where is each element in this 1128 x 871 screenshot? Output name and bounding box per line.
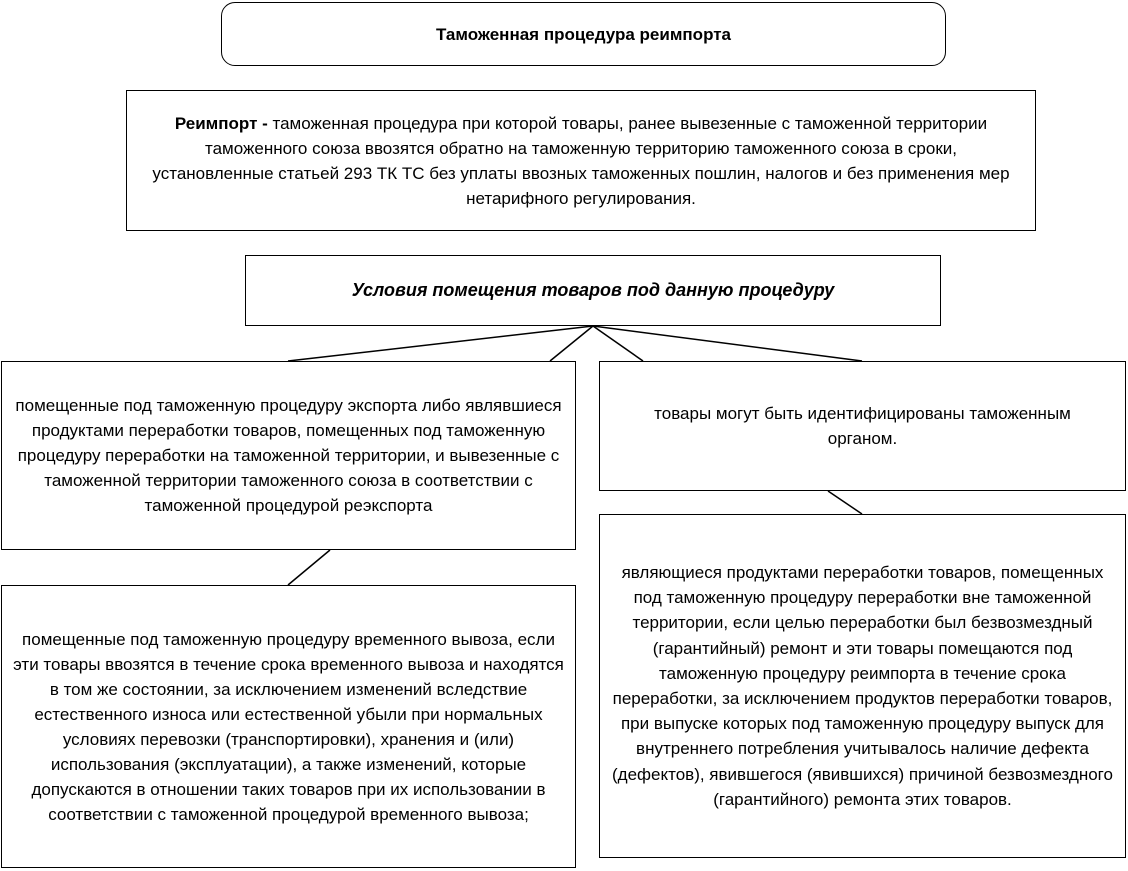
definition-box — [126, 90, 1036, 231]
condition-temporary-export-box — [1, 585, 576, 868]
page-title: Таможенная процедура реимпорта — [435, 24, 732, 44]
condition-identify-text: товары могут быть идентифицированы таможенным органом. — [654, 404, 1071, 448]
title-box — [221, 2, 946, 66]
definition-text: таможенная процедура при которой товары, ранее вывезенные с таможенной территории таможенного союза ввозятся обратно на таможенную территорию таможенного союза в сроки, установленные статьей 293 ТК ТС без уплаты ввозных таможенных пошлин, налогов и без применения мер нетарифного регулирования. — [152, 113, 1010, 208]
condition-processing-text: являющиеся продуктами переработки товаров, помещенных под таможенную процедуру переработки вне таможенной территории, если целью переработки был безвозмездный (гарантийный) ремонт и эти товары помещаются под таможенную процедуру реимпорта в течение срока переработки, за исключением продуктов переработки товаров, при выпуске которых под таможенную процедуру выпуск для внутреннего потребления учитывалось наличие дефекта (дефектов), явившегося (явившихся) причиной безвозмездного (гарантийного) ремонта этих товаров. — [612, 562, 1113, 809]
conditions-heading-box — [245, 255, 941, 326]
conditions-heading: Условия помещения товаров под данную процедуру — [351, 280, 835, 300]
condition-export-box — [1, 361, 576, 550]
definition-term: Реимпорт - — [174, 113, 268, 133]
connector-identify-to-processing — [828, 491, 862, 514]
connector-conditions-left-far — [288, 326, 593, 361]
connector-conditions-right-far — [593, 326, 862, 361]
connector-export-to-temp-export — [288, 550, 330, 585]
definition-text-block — [145, 111, 1017, 211]
condition-processing-box — [599, 514, 1126, 858]
connector-conditions-left-near — [550, 326, 593, 361]
condition-temporary-export-text: помещенные под таможенную процедуру временного вывоза, если эти товары ввозятся в течение срока временного вывоза и находятся в том же состоянии, за исключением изменений вследствие естественного износа или естественной убыли при нормальных условиях перевозки (транспортировки), хранения и (или) использования (эксплуатации), а также изменений, которые допускаются в отношении таких товаров при их использовании в соответствии с таможенной процедурой временного вывоза; — [13, 629, 564, 824]
condition-export-text: помещенные под таможенную процедуру экспорта либо являвшиеся продуктами переработки товаров, помещенных под таможенную процедуру переработки на таможенной территории, и вывезенные с таможенной территории таможенного союза в соответствии с таможенной процедурой реэкспорта — [15, 396, 562, 515]
condition-identify-box — [599, 361, 1126, 491]
